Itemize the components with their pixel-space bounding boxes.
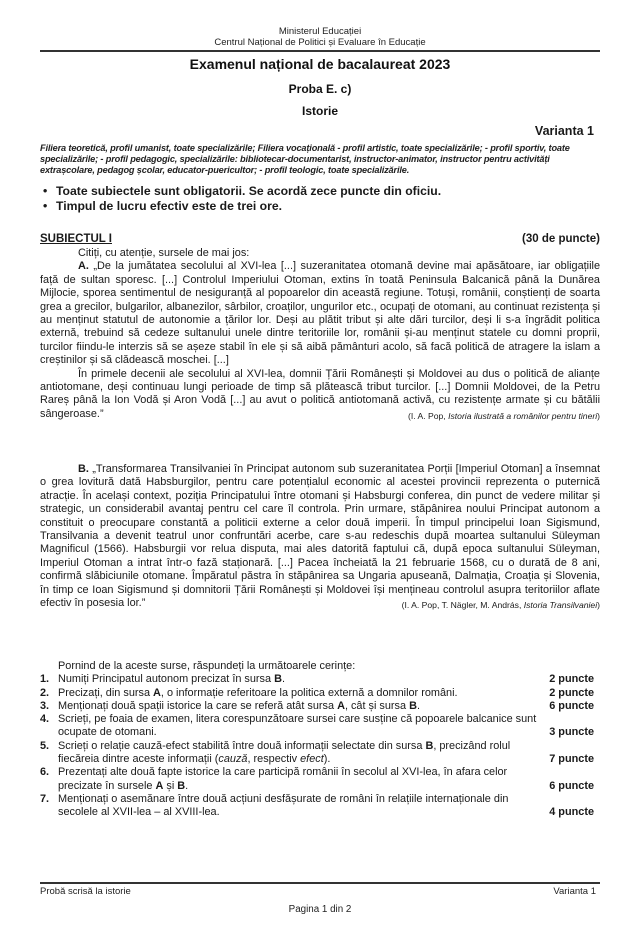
question-points: 3 puncte <box>549 726 594 739</box>
footer-variant-label: Varianta 1 <box>553 886 596 897</box>
text-part: și <box>163 779 178 792</box>
question-points: 2 puncte <box>549 673 594 686</box>
source-ref: A <box>153 686 161 699</box>
page-footer <box>40 886 600 897</box>
questions-intro: Pornind de la aceste surse, răspundeți la următoarele cerințe: <box>58 660 356 672</box>
question-number: 6. <box>40 766 50 779</box>
exam-rules <box>40 184 600 214</box>
question-number: 5. <box>40 739 50 752</box>
footer-exam-label: Probă scrisă la istorie <box>40 886 131 897</box>
question-item <box>40 687 600 700</box>
text-italic: efect <box>300 753 324 766</box>
question-text <box>58 766 507 791</box>
source-a-paragraph-1 <box>40 260 600 367</box>
bullet-icon: • <box>43 199 48 213</box>
text-part: , precizând rolul fiecăreia dintre aceste informații ( <box>58 739 511 766</box>
text-part: Scrieți, pe foaia de examen, litera corespunzătoare sursei care susține că popoarele balcanice sunt ocupate de otomani. <box>58 713 537 739</box>
text-part: . <box>281 673 285 686</box>
source-ref: B <box>425 739 434 752</box>
exam-title: Examenul național de bacalaureat 2023 <box>189 56 451 72</box>
source-ref: B <box>177 779 186 792</box>
question-item <box>40 766 600 793</box>
proba-label: Proba E. c) <box>288 82 352 96</box>
question-text <box>58 793 508 818</box>
question-number: 1. <box>40 673 50 686</box>
page-number: Pagina 1 din 2 <box>288 904 352 915</box>
bullet-icon: • <box>43 184 48 198</box>
question-text <box>58 713 536 738</box>
filiera-description: Filiera teoretică, profil umanist, toate specializările; Filiera vocațională - profil artistic, toate specializările; - profil sportiv, toate specializările; - profil pedagogic, specializările: bibliotecar-documentarist, instructor-animator, instructor pentru activități extrașcolare, pedagog școlar, educator-puericultor; - profil teologic, toate specializările. <box>40 143 570 176</box>
question-item <box>40 740 600 767</box>
subject-title: SUBIECTUL I <box>40 233 112 245</box>
question-item <box>40 713 600 740</box>
source-a-block <box>40 247 600 423</box>
text-part: Menționați două spații istorice la care se referă atât sursa <box>58 699 338 712</box>
citation-end: ) <box>597 600 600 611</box>
subject-heading <box>40 233 600 245</box>
ministry-name: Ministerul Educației <box>278 26 362 37</box>
source-b-block <box>40 463 600 612</box>
source-b-paragraph <box>40 463 600 610</box>
source-a-text-1: „De la jumătatea secolului al XVI-lea [...] suzeranitatea otomană devine mai apăsătoare, iar obligațiile față de sultan sporesc. [...] Controlul Imperiului Otoman, extins în toată Peninsula Balcanică până la Dunărea Mijlocie, sporea sentimentul de nesiguranță al popoarelor din această regiune. Totuși, românii, conștienți de soarta grea a grecilor, bulgarilor, albanezilor, sârbilor, croaților, ungurilor etc., ocupați de otomani, au continuat rezistența și au menținut statutul de autonomie a țărilor lor. Deși au plătit tribut și alte dări turcilor, deși li s-a îngrădit politica externă, trebuind să cedeze sultanului unele dintre teritoriile lor, românii și-au menținut statele cu domni proprii, turcilor fiindu-le interzis să se așeze stabil în ele și să aibă pământuri acolo, să facă politică de atragere la islam a creștinilor și să clădească moschei. [...] <box>40 260 600 367</box>
subject-name: Istorie <box>301 104 338 118</box>
question-number: 4. <box>40 713 50 726</box>
citation-end: ) <box>597 410 600 421</box>
text-part: . <box>416 699 420 712</box>
question-number: 2. <box>40 686 50 699</box>
text-part: Menționați o asemănare între două acțiuni desfășurate de români în relațiile internaționale din secolele al XVII-lea – al XVIII-lea. <box>58 792 509 819</box>
text-part: . <box>185 779 189 792</box>
header-divider <box>40 50 600 52</box>
footer-divider <box>40 882 600 884</box>
text-part: Numiți Principatul autonom precizat în sursa <box>58 673 275 686</box>
question-number: 7. <box>40 792 50 805</box>
variant-label: Varianta 1 <box>534 124 594 138</box>
rule-item <box>40 184 600 199</box>
text-part: ). <box>323 753 331 766</box>
rule-text: Toate subiectele sunt obligatorii. Se acordă zece puncte din oficiu. <box>56 184 442 198</box>
source-b-text: „Transformarea Transilvaniei în Principat autonom sub suzeranitatea Porții [Imperiul Otoman] a însemnat o grea lovitură dată Habsburgilor, pentru care potențialul economic al acestei provincii reprezenta o puternică atracție. În același context, poziția Principatului între otomani și Habsburgi conferea, din punct de vedere militar și strategic, un considerabil avantaj pentru cel care îl controla. Prin urmare, stăpânirea noului Principat autonom a constituit o preocupare constantă a politicii externe a celor două imperii. În timpul principelui Ioan Sigismund, Transilvania a devenit teatrul unor confruntări acerbe, care s-au redeschis după moartea sultanului Süleyman Magnificul (1566). Habsburgii vor relua disputa, mai ales datorită faptului că, după epoca sultanului Süleyman, Imperiul Otoman a intrat într-o fază staționară. [...] Pacea încheiată la 21 februarie 1568, cu o durată de 8 ani, confirmă slăbiciunile otomane. Împăratul păstra în stăpânirea sa Ungaria apuseană, Dalmația, Croația și Slovenia, în timp ce Ioan Sigismund și domnitorii Țării Românești și Moldovei își mențineau controlul asupra teritoriilor aflate efectiv în posesia lor.” <box>40 463 600 610</box>
text-part: , cât și sursa <box>344 699 410 712</box>
source-a-citation <box>370 410 600 423</box>
source-a-letter: A. <box>78 260 89 273</box>
rule-text: Timpul de lucru efectiv este de trei ore. <box>56 199 282 213</box>
citation-author: (I. A. Pop, <box>407 410 449 421</box>
question-text <box>58 700 420 712</box>
source-a-paragraph-2 <box>40 368 600 422</box>
question-item <box>40 700 600 713</box>
citation-title: Istoria ilustrată a românilor pentru tineri <box>448 410 598 421</box>
question-points: 2 puncte <box>549 686 594 699</box>
rule-item <box>40 199 600 214</box>
question-text <box>58 740 510 765</box>
citation-author: (I. A. Pop, T. Nägler, M. András, <box>401 600 524 611</box>
source-ref: B <box>274 673 282 686</box>
source-a-text-2: În primele decenii ale secolului al XVI-lea, domnii Țării Românești și Moldovei au dus o politică de alianțe antiotomane, deși continuau lungi perioade de timp să plătească tribut turcilor. [...] Domnii Moldovei, de la Petru Rareș până la Ion Vodă și Aron Vodă [...] au avut o politică antiotomană activă, cu rezistențe armate și cu bătălii sângeroase.” <box>40 367 600 420</box>
source-ref: A <box>155 779 164 792</box>
question-item <box>40 793 600 820</box>
text-part: Precizați, din sursa <box>58 686 154 699</box>
subject-points: (30 de puncte) <box>522 233 600 245</box>
text-part: , o informație referitoare la politica externă a domnilor români. <box>160 686 458 699</box>
question-points: 4 puncte <box>549 806 594 819</box>
question-points: 6 puncte <box>549 779 594 792</box>
ministry-header <box>40 26 600 48</box>
instructions-intro: Citiți, cu atenție, sursele de mai jos: <box>78 247 250 259</box>
text-part: Scrieți o relație cauză-efect stabilită între două informații selectate din sursa <box>58 739 426 752</box>
source-ref: B <box>409 699 417 712</box>
text-italic: cauză <box>218 753 248 766</box>
source-b-citation <box>364 599 600 612</box>
source-ref: A <box>337 699 345 712</box>
source-b-letter: B. <box>78 463 89 475</box>
citation-title: Istoria Transilvaniei <box>523 600 598 611</box>
question-number: 3. <box>40 699 50 712</box>
question-text <box>58 673 285 685</box>
question-item <box>40 673 600 686</box>
question-text <box>58 687 458 699</box>
question-points: 7 puncte <box>549 753 594 766</box>
questions-list <box>40 660 600 820</box>
text-part: Prezentați alte două fapte istorice la care participă românii în secolul al XVI-lea, în afara celor precizate în sursele <box>58 766 508 792</box>
question-points: 6 puncte <box>549 699 594 712</box>
center-name: Centrul Național de Politici și Evaluare în Educație <box>214 37 426 48</box>
text-part: , respectiv <box>247 753 301 766</box>
